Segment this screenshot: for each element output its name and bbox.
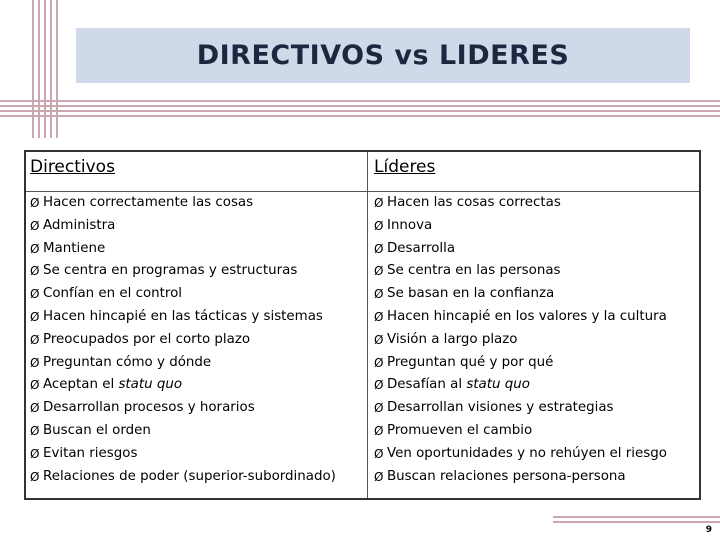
directivos-cell: Ø Buscan el orden — [30, 422, 151, 438]
lideres-cell: Ø Se basan en la confianza — [374, 286, 555, 302]
decorative-footer-stripes — [553, 516, 720, 524]
bullet-arrow-icon: Ø — [30, 378, 40, 393]
table-row — [26, 443, 699, 466]
title-box — [76, 28, 690, 83]
directivos-cell: Ø Relaciones de poder (superior-subordinado) — [30, 468, 336, 484]
bullet-arrow-icon: Ø — [374, 401, 384, 416]
table-header — [26, 152, 699, 192]
bullet-arrow-icon: Ø — [374, 196, 384, 210]
table-row — [26, 283, 699, 306]
bullet-arrow-icon: Ø — [374, 218, 384, 233]
lideres-cell: Ø Ven oportunidades y no rehúyen el riesgo — [374, 445, 667, 461]
table-row — [26, 420, 699, 443]
decorative-horizontal-stripes — [0, 100, 720, 120]
bullet-arrow-icon: Ø — [30, 309, 40, 324]
directivos-cell: Ø Desarrollan procesos y horarios — [30, 400, 255, 416]
bullet-arrow-icon: Ø — [30, 264, 40, 279]
bullet-arrow-icon: Ø — [30, 196, 40, 210]
lideres-cell: Ø Desafían al statu quo — [374, 377, 530, 393]
bullet-arrow-icon: Ø — [30, 401, 40, 416]
bullet-arrow-icon: Ø — [30, 218, 40, 233]
header-directivos: Directivos — [30, 157, 115, 177]
bullet-arrow-icon: Ø — [374, 264, 384, 279]
directivos-cell: Ø Se centra en programas y estructuras — [30, 263, 298, 279]
lideres-cell: Ø Innova — [374, 217, 433, 233]
table-row — [26, 260, 699, 283]
bullet-arrow-icon: Ø — [30, 423, 40, 438]
table-row — [26, 352, 699, 375]
table-row — [26, 306, 699, 329]
directivos-cell: Ø Preocupados por el corto plazo — [30, 331, 251, 347]
lideres-cell: Ø Preguntan qué y por qué — [374, 354, 554, 370]
directivos-cell: Ø Hacen correctamente las cosas — [30, 195, 254, 210]
bullet-arrow-icon: Ø — [374, 378, 384, 393]
table-row — [26, 238, 699, 261]
directivos-cell: Ø Aceptan el statu quo — [30, 377, 183, 393]
bullet-arrow-icon: Ø — [374, 241, 384, 256]
lideres-cell: Ø Visión a largo plazo — [374, 331, 518, 347]
header-lideres: Líderes — [374, 157, 436, 177]
bullet-arrow-icon: Ø — [374, 287, 384, 302]
bullet-arrow-icon: Ø — [30, 241, 40, 256]
directivos-cell: Ø Preguntan cómo y dónde — [30, 354, 212, 370]
bullet-arrow-icon: Ø — [374, 309, 384, 324]
bullet-arrow-icon: Ø — [30, 446, 40, 461]
lideres-cell: Ø Se centra en las personas — [374, 263, 561, 279]
directivos-cell: Ø Mantiene — [30, 240, 106, 256]
table-row — [26, 397, 699, 420]
bullet-arrow-icon: Ø — [374, 355, 384, 370]
page-number: 9 — [705, 525, 712, 535]
table-row — [26, 215, 699, 238]
directivos-cell: Ø Evitan riesgos — [30, 445, 138, 461]
bullet-arrow-icon: Ø — [374, 446, 384, 461]
comparison-table — [24, 150, 701, 500]
table-row — [26, 192, 699, 215]
directivos-cell: Ø Confían en el control — [30, 286, 183, 302]
table-row — [26, 466, 699, 512]
page-title: DIRECTIVOS vs LIDERES — [196, 40, 570, 71]
lideres-cell: Ø Hacen hincapié en los valores y la cultura — [374, 308, 667, 324]
directivos-cell: Ø Hacen hincapié en las tácticas y sistemas — [30, 308, 323, 324]
table-row — [26, 329, 699, 352]
lideres-cell: Ø Desarrolla — [374, 240, 456, 256]
directivos-cell: Ø Administra — [30, 217, 116, 233]
bullet-arrow-icon: Ø — [30, 469, 40, 484]
bullet-arrow-icon: Ø — [30, 332, 40, 347]
bullet-arrow-icon: Ø — [374, 332, 384, 347]
bullet-arrow-icon: Ø — [374, 423, 384, 438]
lideres-cell: Ø Desarrollan visiones y estrategias — [374, 400, 614, 416]
lideres-cell: Ø Promueven el cambio — [374, 422, 533, 438]
table-body — [26, 192, 699, 512]
bullet-arrow-icon: Ø — [374, 469, 384, 484]
bullet-arrow-icon: Ø — [30, 287, 40, 302]
lideres-cell: Ø Hacen las cosas correctas — [374, 195, 561, 210]
bullet-arrow-icon: Ø — [30, 355, 40, 370]
lideres-cell: Ø Buscan relaciones persona-persona — [374, 468, 626, 484]
table-row — [26, 374, 699, 397]
